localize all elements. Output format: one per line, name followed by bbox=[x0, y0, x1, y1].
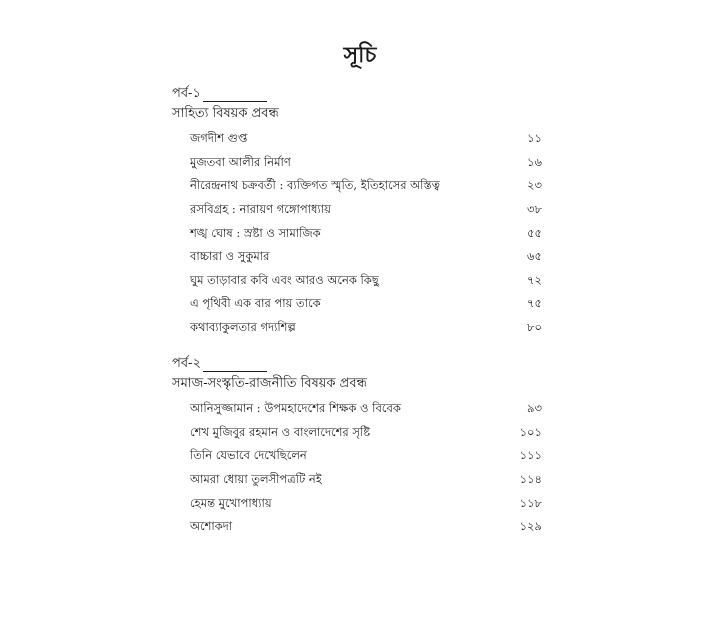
toc-entry-page: ৩৮ bbox=[527, 202, 542, 217]
toc-entry-page: ১০১ bbox=[519, 424, 542, 439]
toc-entry[interactable] bbox=[190, 492, 542, 516]
toc-entry[interactable] bbox=[190, 516, 542, 540]
toc-entry-title: বাচ্চারা ও সুকুমার bbox=[190, 249, 270, 264]
toc-entry[interactable] bbox=[190, 398, 542, 422]
toc-entry-title: অশোকদা bbox=[190, 519, 233, 534]
toc-entry-page: ১১৮ bbox=[519, 495, 542, 510]
part-2-rule bbox=[203, 371, 267, 372]
part-1-rule bbox=[203, 101, 267, 102]
toc-entry[interactable] bbox=[190, 199, 542, 223]
toc-entry[interactable] bbox=[190, 293, 542, 317]
toc-entry-page: ৯৩ bbox=[527, 401, 542, 416]
toc-entry-page: ৭২ bbox=[527, 272, 542, 287]
toc-entry-title: মুজতবা আলীর নির্মাণ bbox=[190, 154, 291, 169]
toc-entry-title: ঘুম তাড়াবার কবি এবং আরও অনেক কিছু bbox=[190, 272, 379, 287]
toc-entry-page: ১২৯ bbox=[519, 519, 542, 534]
toc-entry[interactable] bbox=[190, 246, 542, 270]
toc-entry-page: ৫৫ bbox=[527, 225, 542, 240]
toc-entry[interactable] bbox=[190, 270, 542, 294]
toc-entry-title: হেমন্ত মুখোপাধ্যায় bbox=[190, 495, 272, 510]
part-1-subtitle: সাহিত্য বিষয়ক প্রবন্ধ bbox=[172, 106, 279, 121]
part-2-label-text: পর্ব-২ bbox=[172, 356, 201, 371]
part-2-entries bbox=[190, 398, 542, 540]
toc-entry-page: ১৬ bbox=[527, 154, 542, 169]
part-1-label-text: পর্ব-১ bbox=[172, 86, 201, 101]
toc-entry-title: শঙ্খ ঘোষ : স্রষ্টা ও সামাজিক bbox=[190, 225, 321, 240]
part-1-entries bbox=[190, 128, 542, 340]
toc-entry[interactable] bbox=[190, 128, 542, 152]
toc-entry-page: ১১৪ bbox=[519, 472, 542, 487]
page-title: সূচি bbox=[343, 42, 377, 68]
toc-entry[interactable] bbox=[190, 152, 542, 176]
toc-entry[interactable] bbox=[190, 175, 542, 199]
toc-entry[interactable] bbox=[190, 422, 542, 446]
toc-entry-page: ১১১ bbox=[519, 448, 542, 463]
toc-entry-title: তিনি যেভাবে দেখেছিলেন bbox=[190, 448, 307, 463]
toc-entry-title: রসবিগ্রহ : নারায়ণ গঙ্গোপাধ্যায় bbox=[190, 202, 331, 217]
toc-entry-title: কথাব্যাকুলতার গদ্যশিল্প bbox=[190, 320, 296, 335]
toc-entry-title: আমরা ধোয়া তুলসীপত্রটি নই bbox=[190, 472, 322, 487]
toc-entry[interactable] bbox=[190, 317, 542, 341]
toc-entry-title: নীরেন্দ্রনাথ চক্রবর্তী : ব্যক্তিগত স্মৃতি, ইতিহাসের অস্তিত্ব bbox=[190, 178, 440, 193]
toc-entry-page: ১১ bbox=[527, 131, 542, 146]
toc-entry-page: ৬৫ bbox=[527, 249, 542, 264]
toc-entry[interactable] bbox=[190, 445, 542, 469]
toc-entry[interactable] bbox=[190, 222, 542, 246]
toc-entry-page: ৮০ bbox=[527, 320, 542, 335]
toc-entry-title: এ পৃথিবী এক বার পায় তাকে bbox=[190, 296, 321, 311]
toc-entry-page: ৭৫ bbox=[527, 296, 542, 311]
toc-entry-title: জগদীশ গুপ্ত bbox=[190, 131, 248, 146]
toc-entry-title: আনিসুজ্জামান : উপমহাদেশের শিক্ষক ও বিবেক bbox=[190, 401, 401, 416]
part-2-subtitle: সমাজ-সংস্কৃতি-রাজনীতি বিষয়ক প্রবন্ধ bbox=[172, 376, 367, 391]
toc-entry[interactable] bbox=[190, 469, 542, 493]
toc-entry-title: শেখ মুজিবুর রহমান ও বাংলাদেশের সৃষ্টি bbox=[190, 424, 371, 439]
toc-entry-page: ২৩ bbox=[527, 178, 542, 193]
part-2-label bbox=[172, 354, 267, 375]
part-1-label bbox=[172, 84, 267, 105]
